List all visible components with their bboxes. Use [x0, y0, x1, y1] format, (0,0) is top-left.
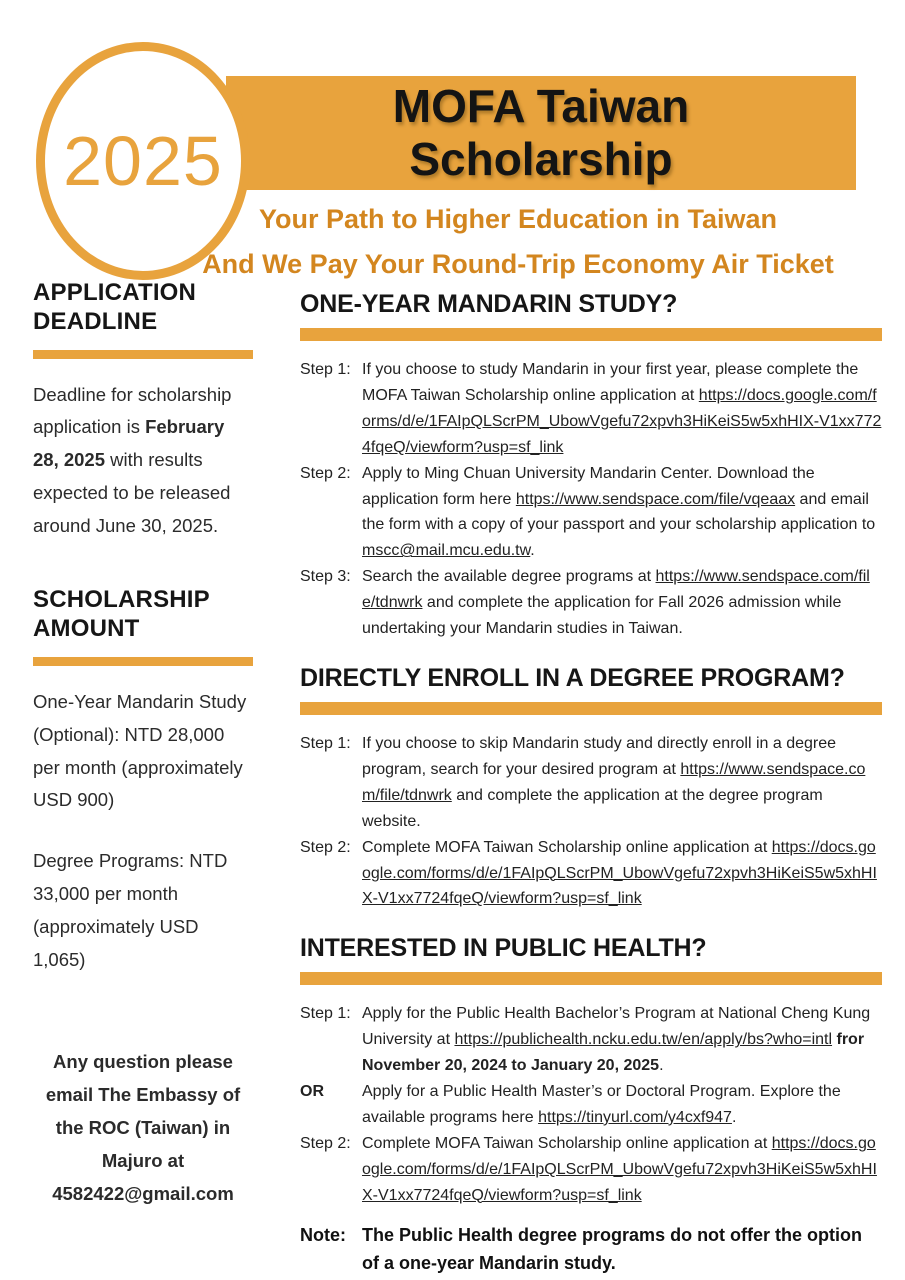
- text: Apply for the Public Health Bachelor’s Program at National Cheng Kung University at: [362, 1005, 871, 1049]
- link[interactable]: https://www.sendspace.com/file/vqeaax: [515, 490, 796, 508]
- subtitle: [133, 197, 903, 286]
- application-deadline-heading-line2: DEADLINE: [33, 308, 158, 336]
- step-label: Step 1:: [300, 361, 351, 378]
- note-text: The Public Health degree programs do not offer the option of a one-year Mandarin study.: [362, 1224, 863, 1274]
- section-mandarin-study: [300, 290, 882, 642]
- step-label: Step 1:: [300, 734, 351, 752]
- text: and complete the application at the degree program website.: [362, 786, 823, 830]
- page-title-line2: Scholarship: [409, 133, 673, 185]
- text: with results expected to be released around June 30, 2025.: [33, 449, 231, 537]
- step-label: Step 2:: [300, 838, 351, 856]
- step-text: [362, 564, 882, 642]
- link[interactable]: https://tinyurl.com/y4cxf947: [538, 1108, 732, 1126]
- section-public-health: [300, 934, 882, 1278]
- amount-mandarin-text: One-Year Mandarin Study (Optional): NTD 28,000 per month (approximately USD 900): [33, 690, 247, 811]
- section-public-health-heading: INTERESTED IN PUBLIC HEALTH?: [300, 934, 707, 963]
- page-title-line1: MOFA Taiwan: [392, 80, 690, 133]
- step-row: [300, 835, 882, 913]
- subtitle-line1: Your Path to Higher Education in Taiwan: [258, 204, 778, 234]
- step-row: [300, 564, 882, 642]
- step-text: [362, 731, 882, 835]
- section-public-health-underline: [300, 972, 882, 985]
- text: Search the available degree programs at: [362, 568, 656, 586]
- scholarship-amount-heading: [33, 585, 253, 644]
- title-banner: [226, 76, 856, 190]
- year-text: 2025: [63, 122, 223, 200]
- step-text: [362, 461, 882, 565]
- year-badge-circle: [36, 42, 250, 280]
- link[interactable]: https://docs.google.com/forms/d/e/1FAIpQLScrPM_UbowVgefu72xpvh3HiKeiS5w5xhHIX-V1xx7724fqeQ/viewform?usp=sf_link: [362, 386, 882, 456]
- text: Complete MOFA Taiwan Scholarship online application at: [362, 838, 772, 856]
- subtitle-line2: And We Pay Your Round-Trip Economy Air Ticket: [202, 248, 834, 279]
- step-text: [362, 1131, 882, 1209]
- step-text: [362, 835, 882, 913]
- step-row: [300, 461, 882, 565]
- text: and complete the application for Fall 2026 admission while undertaking your Mandarin studies in Taiwan.: [362, 594, 842, 638]
- section-mandarin-heading: ONE-YEAR MANDARIN STUDY?: [300, 290, 678, 318]
- or-label: OR: [300, 1083, 324, 1101]
- page-title: [393, 80, 689, 186]
- text: and email the form with a copy of your passport and your scholarship application to: [362, 490, 876, 534]
- text: If you choose to study Mandarin in your first year, please complete the MOFA Taiwan Scholarship online application at: [362, 361, 859, 404]
- step-text: [362, 1079, 882, 1131]
- scholarship-amount-heading-line2: AMOUNT: [33, 615, 140, 643]
- link[interactable]: mscc@mail.mcu.edu.tw: [362, 542, 531, 560]
- sidebar: [33, 278, 253, 1204]
- step-row: [300, 1001, 882, 1079]
- deadline-text: [33, 379, 253, 544]
- text: Apply to Ming Chuan University Mandarin Center. Download the application form here: [362, 464, 815, 508]
- step-row: [300, 1131, 882, 1209]
- main-content: [300, 290, 882, 1280]
- link[interactable]: https://publichealth.ncku.edu.tw/en/apply/bs?who=intl: [454, 1031, 833, 1049]
- step-label: Step 2:: [300, 1134, 351, 1152]
- deadline-underline: [33, 350, 253, 359]
- section-degree-program: [300, 664, 882, 912]
- bold-text: February 28, 2025: [33, 416, 225, 471]
- scholarship-amount-heading-line1: SCHOLARSHIP: [33, 586, 210, 614]
- section-degree-underline: [300, 702, 882, 715]
- step-text: [362, 1001, 882, 1079]
- note-label: Note:: [300, 1224, 346, 1245]
- step-row: [300, 357, 882, 461]
- link[interactable]: https://www.sendspace.com/file/tdnwrk: [362, 568, 870, 612]
- text: .: [731, 1108, 737, 1126]
- step-label: Step 1:: [300, 1005, 351, 1023]
- link[interactable]: https://www.sendspace.com/file/tdnwrk: [362, 760, 866, 804]
- step-text: [362, 357, 882, 461]
- text: Complete MOFA Taiwan Scholarship online application at: [362, 1134, 772, 1152]
- text: .: [530, 542, 535, 560]
- text: Deadline for scholarship application is: [33, 383, 232, 438]
- section-mandarin-underline: [300, 328, 882, 341]
- link[interactable]: https://docs.google.com/forms/d/e/1FAIpQLScrPM_UbowVgefu72xpvh3HiKeiS5w5xhHIX-V1xx7724fqeQ/viewform?usp=sf_link: [362, 1134, 877, 1204]
- amount-underline: [33, 657, 253, 666]
- step-row: [300, 731, 882, 835]
- text: .: [659, 1057, 664, 1075]
- contact-text: Any question please email The Embassy of the ROC (Taiwan) in Majuro at 4582422@gmail.com: [45, 1051, 241, 1204]
- bold-text: fror November 20, 2024 to January 20, 2025: [362, 1031, 865, 1075]
- section-degree-heading: DIRECTLY ENROLL IN A DEGREE PROGRAM?: [300, 663, 845, 692]
- text: If you choose to skip Mandarin study and directly enroll in a degree program, search for your desired program at: [362, 734, 837, 778]
- text: Apply for a Public Health Master’s or Doctoral Program. Explore the available programs here: [362, 1083, 841, 1126]
- application-deadline-heading: [33, 278, 253, 337]
- link[interactable]: https://docs.google.com/forms/d/e/1FAIpQLScrPM_UbowVgefu72xpvh3HiKeiS5w5xhHIX-V1xx7724fqeQ/viewform?usp=sf_link: [362, 838, 877, 908]
- step-label: Step 2:: [300, 464, 351, 482]
- application-deadline-heading-line1: APPLICATION: [33, 279, 197, 306]
- amount-degree-text: Degree Programs: NTD 33,000 per month (approximately USD 1,065): [33, 850, 228, 971]
- step-row: [300, 1079, 882, 1131]
- step-label: Step 3:: [300, 568, 351, 586]
- note: [300, 1221, 882, 1279]
